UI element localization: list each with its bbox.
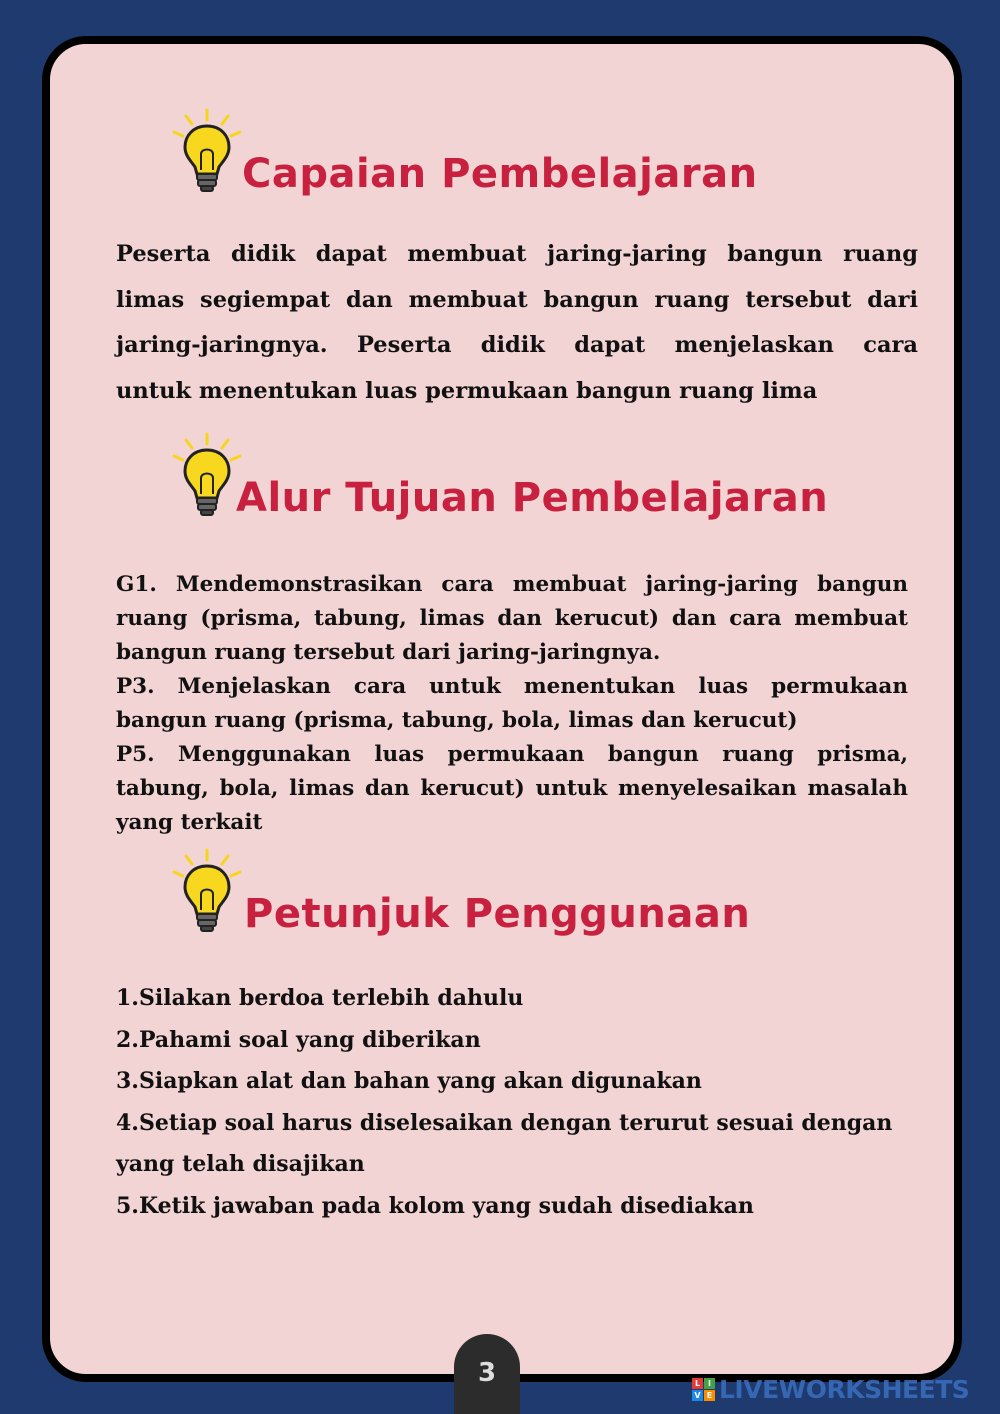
lightbulb-icon (166, 104, 248, 196)
capaian-paragraph (116, 232, 918, 414)
alur-line: tabung, bola, limas dan kerucut) untuk menyelesaikan masalah (116, 776, 908, 801)
alur-line: ruang (prisma, tabung, limas dan kerucut) dan cara membuat (116, 606, 908, 631)
liveworksheets-brand[interactable] (692, 1376, 969, 1402)
alur-paragraph (116, 568, 908, 840)
worksheet-card (42, 36, 962, 1382)
list-item: 2.Pahami soal yang diberikan (116, 1026, 481, 1053)
capaian-line: Peserta didik dapat membuat jaring-jaring bangun ruang (116, 241, 918, 267)
logo-letter: L (692, 1378, 703, 1389)
capaian-line: jaring-jaringnya. Peserta didik dapat menjelaskan cara (116, 332, 918, 358)
alur-line: P5. Menggunakan luas permukaan bangun ruang prisma, (116, 742, 908, 767)
liveworksheets-logo-icon (692, 1378, 715, 1401)
list-item: 5.Ketik jawaban pada kolom yang sudah disediakan (116, 1192, 754, 1219)
capaian-line: limas segiempat dan membuat bangun ruang tersebut dari (116, 286, 918, 313)
logo-letter: I (704, 1378, 715, 1389)
list-item: 1.Silakan berdoa terlebih dahulu (116, 985, 524, 1011)
section-title-petunjuk: Petunjuk Penggunaan (244, 891, 751, 937)
petunjuk-list (116, 978, 936, 1227)
alur-line: bangun ruang (prisma, tabung, bola, limas dan kerucut) (116, 708, 798, 733)
brand-text: LIVEWORKSHEETS (719, 1374, 970, 1404)
page-number: 3 (454, 1334, 520, 1414)
alur-line: G1. Mendemonstrasikan cara membuat jaring-jaring bangun (116, 572, 908, 597)
list-item: 3.Siapkan alat dan bahan yang akan digunakan (116, 1068, 702, 1094)
alur-line: P3. Menjelaskan cara untuk menentukan luas permukaan (116, 674, 908, 699)
list-item: 4.Setiap soal harus diselesaikan dengan terurut sesuai dengan (116, 1109, 893, 1136)
section-title-alur: Alur Tujuan Pembelajaran (236, 475, 829, 521)
list-item: yang telah disajikan (116, 1151, 365, 1177)
capaian-line: untuk menentukan luas permukaan bangun ruang lima (116, 377, 818, 404)
logo-letter: V (692, 1390, 703, 1401)
alur-line: bangun ruang tersebut dari jaring-jaringnya. (116, 640, 661, 665)
section-title-capaian: Capaian Pembelajaran (242, 151, 758, 197)
lightbulb-icon (166, 844, 248, 936)
alur-line: yang terkait (116, 810, 263, 835)
logo-letter: E (704, 1390, 715, 1401)
